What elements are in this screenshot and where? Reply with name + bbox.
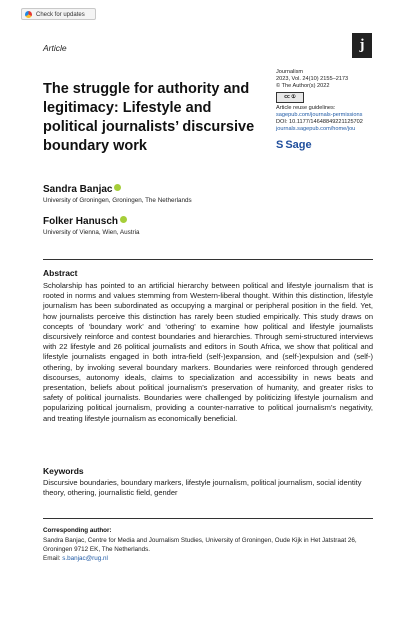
article-type-label: Article [43,43,67,53]
journal-logo: j [352,33,372,58]
volume-line: 2023, Vol. 24(10) 2155–2173 [276,76,349,83]
keywords-heading: Keywords [43,466,84,476]
correspondence-rule [43,518,373,519]
reuse-label: Article reuse guidelines: [276,104,336,111]
abstract-heading: Abstract [43,268,78,278]
doi-line: DOI: 10.1177/14648849221125702 [276,119,363,126]
crossmark-icon [25,11,32,18]
keywords-text: Discursive boundaries, boundary markers, lifestyle journalism, political journalism, social identity theory, othering, journalistic field, gender [43,478,362,498]
email-label: Email: [43,554,61,562]
orcid-icon[interactable] [114,184,121,191]
sage-s-icon: S [276,139,284,151]
corresponding-author-email-line [43,555,373,564]
reuse-link[interactable]: sagepub.com/journals-permissions [276,111,363,118]
copyright-line: © The Author(s) 2022 [276,83,330,90]
journal-name: Journalism [276,69,304,75]
email-link[interactable]: s.banjac@rug.nl [62,554,108,562]
abstract-text: Scholarship has pointed to an artificial hierarchy between political and lifestyle journalism that is rooted in norms and values stemming from Western-liberal thought. Within this distinction, lifestyle journalism has been subordinated as occupying a marginal or peripheral position in the field. Yet, how journalists perceive this distinction has rarely been studied empirically. This study draws on concepts of ‘boundary work’ and ‘othering’ to examine how political and lifestyle journalists discursively reinforce and contest boundaries and hierarchies. Through semi-structured interviews with 22 lifestyle and 26 political journalists and editors in South Africa, we show that political and lifestyle journalists engaged in both intra-field (self-)expansion, and (self-)expulsion and (self-) othering, by invoking several boundary markers. Boundaries were reinforced through gendered discourses, autonomy ideals, claims to specialization and accessibility in news beats and presentation, beliefs about political journalism’s preservation of humanity, and greater risks to safety of political journalists. Boundaries were challenged by politicizing lifestyle journalism and popularizing political journalism, providing a counter-narrative to political journalism’s negativity, and treating lifestyle journalism as economically beneficial. [43,281,373,423]
cc-license-icon[interactable]: cc ① [276,92,304,103]
sage-wordmark: Sage [285,139,312,151]
journal-home-link[interactable]: journals.sagepub.com/home/jou [276,126,356,133]
author-affiliation-1: University of Groningen, Groningen, The Netherlands [43,197,192,204]
corresponding-author-block [43,537,373,563]
author-affiliation-2: University of Vienna, Wien, Austria [43,229,140,236]
orcid-icon[interactable] [120,216,127,223]
sage-logo[interactable] [276,139,312,151]
author-name-1: Sandra Banjac [43,184,121,195]
corresponding-author-address: Sandra Banjac, Centre for Media and Journalism Studies, University of Groningen, Oude Kijk in Het Jatstraat 26, Groningen 9712 EK, The Netherlands. [43,537,357,553]
abstract-top-rule [43,259,373,260]
check-for-updates-badge[interactable] [21,8,96,20]
journal-meta [276,69,406,133]
author-name-2: Folker Hanusch [43,216,127,227]
corresponding-author-heading: Corresponding author: [43,527,112,534]
check-for-updates-label: Check for updates [36,12,85,18]
article-title: The struggle for authority and legitimacy: Lifestyle and political journalists’ discursive boundary work [43,81,255,154]
